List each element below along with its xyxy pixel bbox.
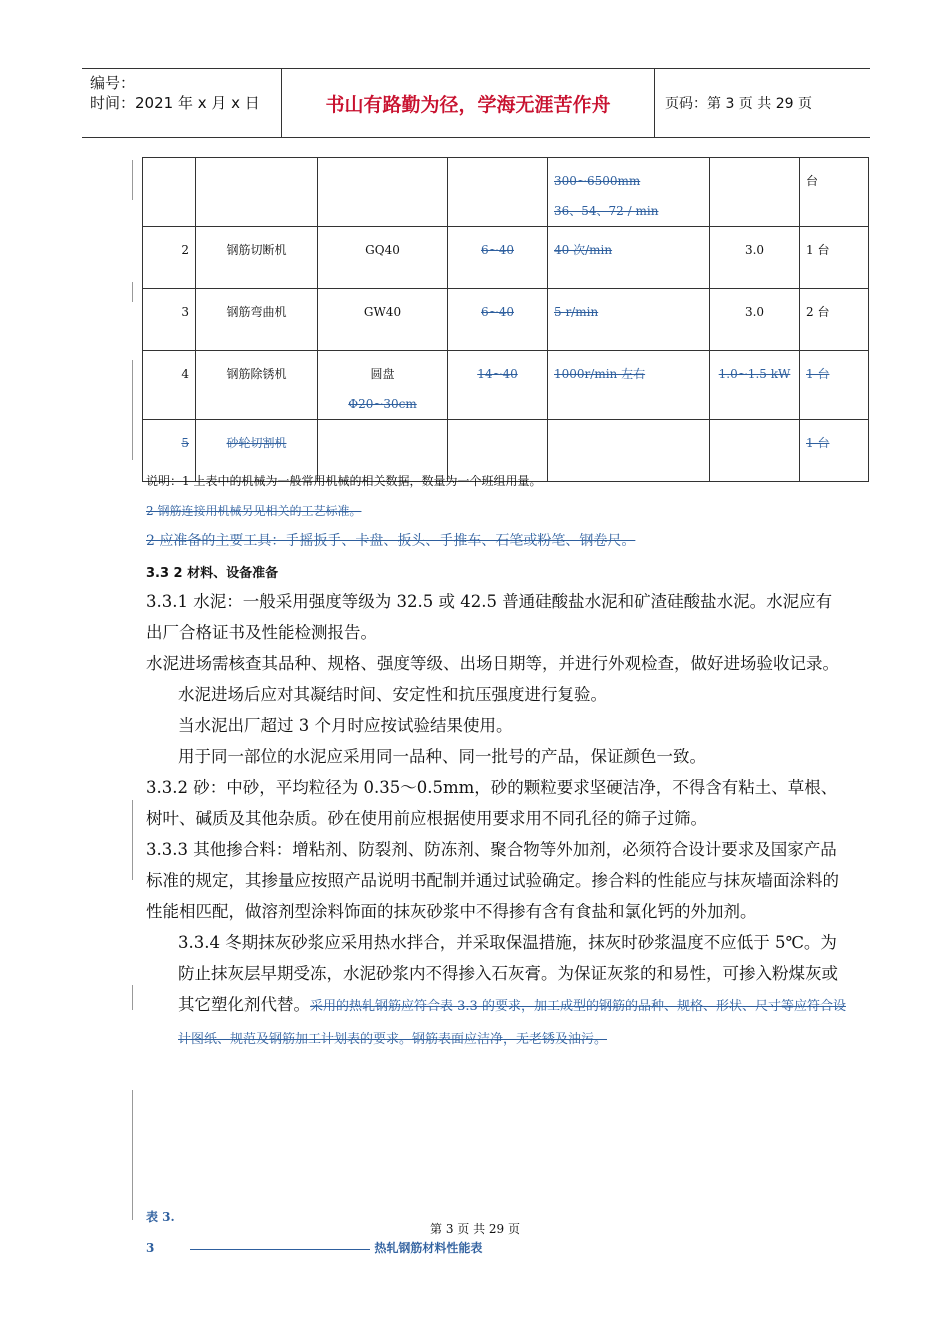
struck-text: 采用的热轧钢筋应符合表 3.3 的要求，加工成型的钢筋的品种、规格、形状、尺寸等应符合设计图纸、规范及钢筋加工计划表的要求。钢筋表面应洁净，无老锈及油污。: [178, 999, 846, 1047]
table-row: [143, 227, 869, 289]
change-bar: [132, 1090, 133, 1220]
table-cell: 钢筋除锈机: [196, 351, 318, 420]
table-cell: [143, 158, 196, 227]
table-cell: 1 台: [800, 351, 869, 420]
table-cell: 圆盘 Φ20~30cm: [318, 351, 448, 420]
change-bar: [132, 800, 133, 880]
table-cell: 3.0: [710, 289, 800, 351]
header-page: 页码：第 3 页 共 29 页: [665, 96, 812, 112]
table-cell: 1000r/min 左右: [548, 351, 710, 420]
equipment-table: [142, 157, 869, 482]
change-bar: [132, 985, 133, 1010]
table-row: [143, 158, 869, 227]
paragraph-text: 3.3.4 冬期抹灰砂浆应采用热水拌合，并采取保温措施，抹灰时砂浆温度不应低于 5℃。为防止抹灰层早期受冻，水泥砂浆内不得掺入石灰膏。为保证灰浆的和易性，可掺入粉煤灰或其它塑化剂代替。: [178, 933, 838, 1014]
section-heading: 3.3 2 材料、设备准备: [146, 566, 279, 581]
table-row: [143, 351, 869, 420]
table-cell: 钢筋切断机: [196, 227, 318, 289]
section-body: [146, 586, 846, 1055]
change-bar: [132, 282, 133, 302]
table-cell: 40 次/min: [548, 227, 710, 289]
change-bar: [132, 160, 133, 200]
header-meta: [82, 69, 282, 137]
page-footer: 第 3 页 共 29 页: [430, 1222, 520, 1236]
table-cell: 钢筋弯曲机: [196, 289, 318, 351]
table-cell: 2: [143, 227, 196, 289]
paragraph: 当水泥出厂超过 3 个月时应按试验结果使用。: [178, 716, 513, 735]
table-cell: 6~40: [448, 227, 548, 289]
table-cell: 台: [800, 158, 869, 227]
paragraph: 3.3.2 砂：中砂，平均粒径为 0.35～0.5mm，砂的颗粒要求坚硬洁净，不得含有粘土、草根、树叶、碱质及其他杂质。砂在使用前应根据使用要求用不同孔径的筛子过筛。: [146, 778, 838, 828]
note-1: 说明：1 上表中的机械为一般常用机械的相关数据，数量为一个班组用量。: [146, 474, 542, 488]
paragraph: 3.3.3 其他掺合料：增粘剂、防裂剂、防冻剂、聚合物等外加剂，必须符合设计要求及国家产品标准的规定，其掺量应按照产品说明书配制并通过试验确定。掺合料的性能应与抹灰墙面涂料的性能相匹配，做溶剂型涂料饰面的抹灰砂浆中不得掺有含有食盐和氯化钙的外加剂。: [146, 840, 839, 921]
note-3: 2 应准备的主要工具：手摇扳手、卡盘、扳头、手推车、石笔或粉笔、钢卷尺。: [146, 533, 636, 549]
table-label: 表 3. 3: [146, 1210, 175, 1255]
table-cell: 300~6500mm 36、54、72 / min: [548, 158, 710, 227]
divider: [190, 1248, 370, 1250]
table-row: [143, 289, 869, 351]
paragraph: 水泥进场后应对其凝结时间、安定性和抗压强度进行复验。: [178, 685, 607, 704]
table-cell: 5: [143, 420, 196, 482]
paragraph: 3.3.1 水泥：一般采用强度等级为 32.5 或 42.5 普通硅酸盐水泥和矿渣硅酸盐水泥。水泥应有出厂合格证书及性能检测报告。: [146, 592, 833, 642]
table-cell: 1.0~1.5 kW: [710, 351, 800, 420]
table-cell: [196, 158, 318, 227]
table-cell: [548, 420, 710, 482]
note-2: 2 钢筋连接用机械另见相关的工艺标准。: [146, 504, 362, 518]
table-cell: 3.0: [710, 227, 800, 289]
table-cell: 3: [143, 289, 196, 351]
table-cell: [448, 158, 548, 227]
paragraph: [146, 927, 846, 1055]
table-cell: GW40: [318, 289, 448, 351]
table-cell: [710, 158, 800, 227]
table-cell: 6~40: [448, 289, 548, 351]
paragraph: 用于同一部位的水泥应采用同一品种、同一批号的产品，保证颜色一致。: [178, 747, 706, 766]
table-cell: 2 台: [800, 289, 869, 351]
table-cell: 1 台: [800, 227, 869, 289]
time-label: 时间：2021 年 x 月 x 日: [90, 94, 260, 112]
table-title: 热轧钢筋材料性能表: [374, 1241, 483, 1255]
paragraph: 水泥进场需核查其品种、规格、强度等级、出场日期等，并进行外观检查，做好进场验收记录。: [146, 654, 839, 673]
table-cell: 4: [143, 351, 196, 420]
table-cell: [318, 158, 448, 227]
table-cell: 1 台: [800, 420, 869, 482]
table-cell: 5 r/min: [548, 289, 710, 351]
table-cell: 14~40: [448, 351, 548, 420]
table-cell: [710, 420, 800, 482]
page-header: [82, 68, 870, 138]
code-label: 编号：: [90, 74, 136, 92]
table-cell: GQ40: [318, 227, 448, 289]
change-bar: [132, 360, 133, 460]
table-cell: 砂轮切割机: [196, 420, 318, 482]
header-motto: 书山有路勤为径，学海无涯苦作舟: [282, 69, 655, 137]
